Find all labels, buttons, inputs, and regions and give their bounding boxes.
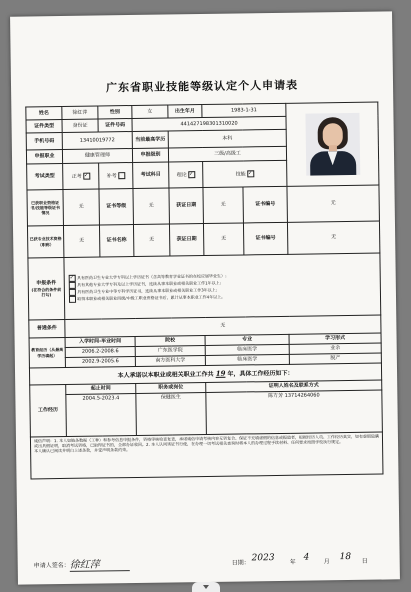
job-value: 健康管理师 (62, 148, 132, 163)
name-value: 徐红萍 (62, 106, 98, 120)
date-year-unit: 年 (289, 558, 296, 566)
subject-label: 考试科目 (133, 162, 169, 189)
form-title: 广东省职业技能等级认定个人申请表 (105, 78, 299, 95)
dob-label: 出生年月 (168, 105, 202, 118)
phone-label: 手机号码 (26, 132, 62, 150)
work-label: 工作经历 (30, 384, 67, 436)
conditions-label: 申报条件 (36, 280, 57, 287)
signature-row (32, 552, 384, 571)
date-label: 日期： (231, 559, 250, 567)
work-header-post: 职务或岗位 (136, 382, 206, 393)
cert-label: 已获职业资格证书/技能等级证书情况 (27, 189, 63, 225)
prof-name-value: 无 (63, 225, 99, 257)
id-no-value: 441427198301310020 (132, 116, 286, 131)
edu-header-time: 入学时间-毕业时间 (65, 336, 135, 347)
subject-theory: 理论✓ (169, 162, 203, 188)
application-form (10, 11, 400, 584)
work-years-statement: 本人承诺以本职业或相关职业工作共 19 年，具体工作经历如下： (29, 363, 381, 385)
edu-school: 南方医科大学 (135, 356, 205, 367)
edu-header-school: 院校 (135, 336, 205, 347)
work-header-time: 起止时间 (66, 383, 136, 394)
edu-school: 广东医学院 (135, 346, 205, 357)
cert-level-value: 无 (133, 188, 169, 224)
skill-checkbox[interactable] (247, 170, 254, 177)
dob-value: 1983-1-31 (202, 103, 286, 117)
conditions-note: (在符合的条件前打勾) (31, 286, 62, 298)
work-post: 保健医生 (136, 392, 207, 435)
level-label: 申报级别 (132, 148, 168, 163)
cert-no-label: 证书编号 (243, 186, 288, 223)
edu-time: 2006.2-2008.6 (65, 346, 135, 357)
exam-retake: 补考 (99, 162, 133, 188)
cert-date-value: 无 (203, 187, 243, 224)
condition-item: ✓ 具有医药卫生专业大学专科以上学历证书（含高等教育学业证书的在校应届毕业生）； (68, 270, 379, 281)
edu-time: 2002.9-2005.6 (65, 356, 135, 367)
prof-level-value: 无 (133, 224, 169, 256)
level-value: 三级/高级工 (168, 146, 286, 162)
cert-date-label: 获证日期 (169, 188, 203, 224)
date-day: 18 (339, 551, 352, 563)
date-month: 4 (303, 552, 310, 563)
condition-item: 具有医药卫生专业中等专科学历证书，连续从事本职业或相关职业工作3年以上； (68, 284, 379, 295)
condition-item: 具有其他专业大学专科及以上学历证书，连续从事本职业或相关职业工作1年以上； (68, 277, 379, 288)
form-table (25, 102, 383, 480)
exam-retake-checkbox[interactable] (118, 172, 125, 179)
work-years-value: 19 (215, 368, 226, 378)
education-label: 教育经历（从最高学历填起） (29, 337, 65, 367)
cert-level-label: 证书等级 (99, 188, 133, 224)
prof-no-label: 证书编号 (243, 222, 287, 255)
work-header-witness: 证明人姓名及联系方式 (206, 380, 382, 392)
exam-normal: 正考✓ (63, 163, 99, 190)
cert-name-value: 无 (63, 189, 99, 225)
regular-label: 普通条件 (29, 319, 65, 338)
date-month-unit: 月 (323, 558, 330, 566)
edu-major: 临床医学 (205, 344, 289, 355)
conditions-label-cell (28, 257, 65, 319)
photo-cell (286, 102, 379, 186)
id-type-value: 身份证 (62, 119, 98, 133)
expand-handle-icon[interactable] (192, 582, 220, 592)
edu-header-mode: 学习形式 (289, 333, 381, 344)
prof-date-value: 无 (203, 223, 243, 256)
condition-item: 取得本职业或相关职业四级/中级工职业资格证书后，累计从事本职业工作4年以上。 (68, 291, 379, 302)
prof-no-value: 无 (287, 221, 379, 254)
job-label: 申报职业 (26, 149, 62, 164)
prof-label: 已获专业技术资格（职称） (27, 225, 63, 257)
cert-no-value: 无 (287, 185, 379, 222)
applicant-photo (305, 113, 360, 176)
prof-name-label: 证书名称 (99, 224, 133, 256)
sex-value: 女 (132, 105, 168, 119)
signature-value: 徐红萍 (70, 555, 130, 572)
work-witness: 陈方芳 13714264060 (206, 390, 383, 434)
exam-normal-checkbox[interactable] (83, 172, 90, 179)
regular-value: 无 (65, 315, 381, 337)
name-label: 姓名 (26, 106, 62, 120)
edu-major: 临床医学 (205, 354, 289, 365)
conditions-list (64, 253, 381, 319)
work-time: 2004.5-2023.4 (66, 393, 137, 436)
theory-checkbox[interactable] (188, 171, 195, 178)
phone-value: 13410019772 (62, 132, 132, 150)
edu-header-major: 专业 (205, 334, 289, 345)
subject-skill: 技能✓ (203, 160, 287, 187)
exam-type-label: 考试类型 (27, 163, 63, 190)
table-row (30, 390, 383, 437)
edu-mode: 业余 (289, 343, 381, 354)
date-year: 2023 (251, 553, 275, 564)
edu-label: 当前最高学历 (132, 131, 168, 149)
id-no-label: 证件号码 (98, 119, 132, 132)
sex-label: 性别 (98, 106, 132, 119)
edu-value: 本科 (168, 129, 286, 148)
id-type-label: 证件类型 (26, 119, 62, 133)
condition-checkbox[interactable] (69, 295, 76, 302)
prof-date-label: 获证日期 (169, 224, 203, 256)
promise-text: 诚信声明：1. 本人如链条数据（工种）和参考信息申报条件，资格审核检查复查，承诺诚信申请考核内容无资复合、保证不充填虚假的信息或报道者，根据经历人员、工作经历真实，如有虚假隐瞒或出具假证明，取消考试资格，已取得证书的，全部办证收回。2. 本人认同该证书行使，在办理一切考试相关查询时将本人的办理过程手续材料、任何要求按照学校执行规定。 本人确认已阅读并明白上述条款，并受声明条款约束。 (30, 432, 383, 479)
date-day-unit: 日 (361, 557, 368, 565)
signature-label: 申请人签名： (33, 561, 70, 570)
edu-mode: 脱产 (289, 353, 381, 364)
